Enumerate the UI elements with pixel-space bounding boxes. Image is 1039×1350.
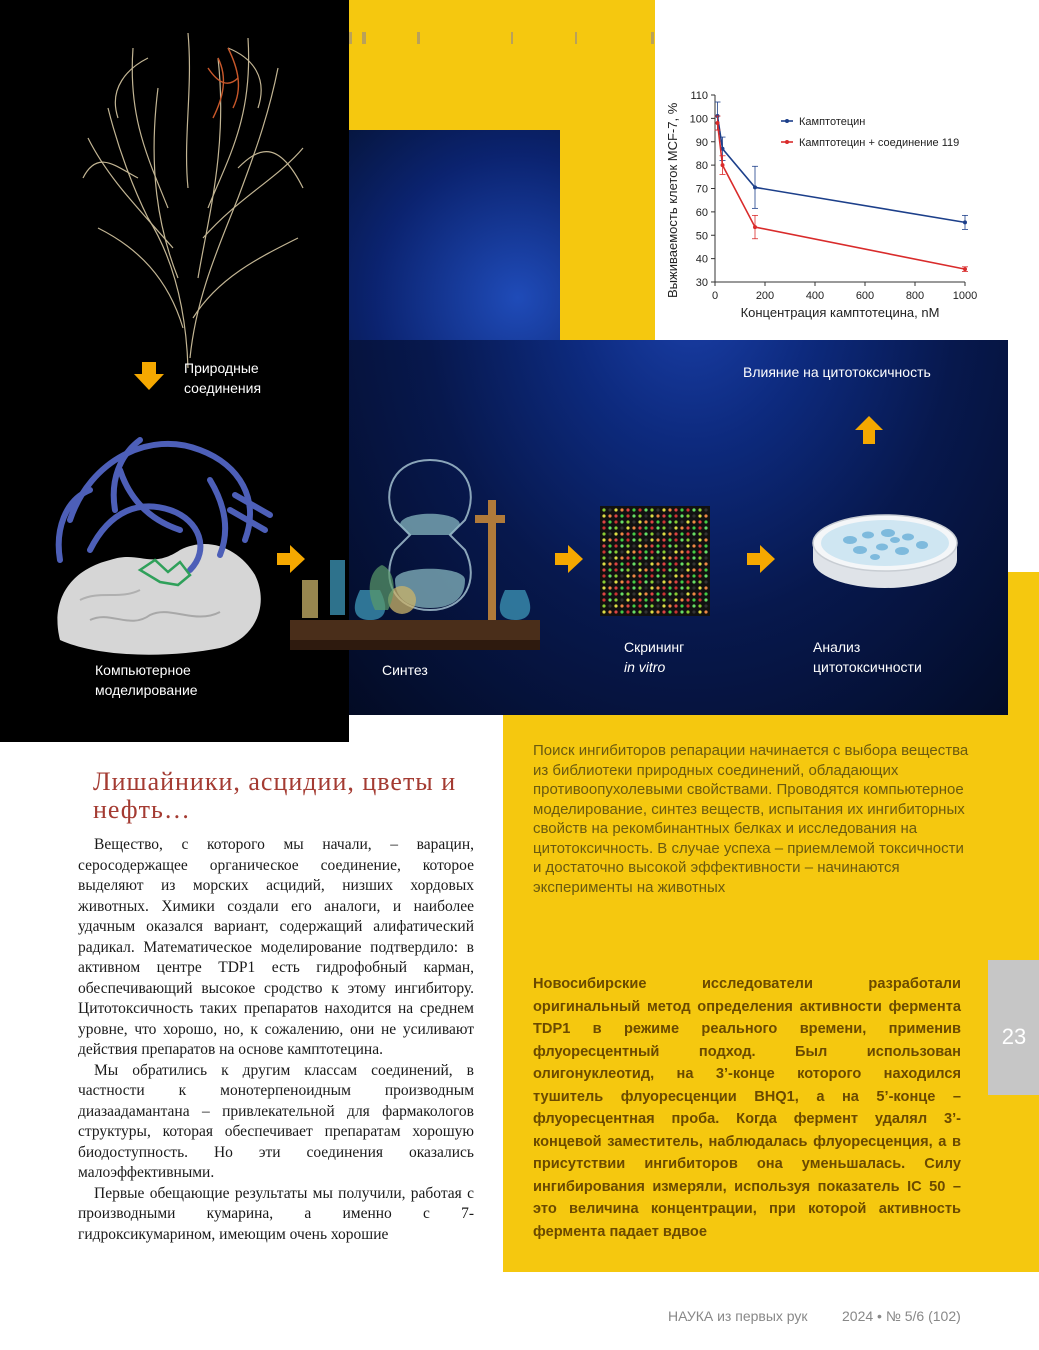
analysis-label: Анализ цитотоксичности (813, 639, 922, 675)
chart-x-tick-label: 800 (905, 290, 925, 302)
screening-array-image (600, 506, 710, 616)
natural-compounds-label: Природные соединения (184, 360, 262, 396)
arrow-right-icon (747, 545, 775, 573)
yellow-band-mid (560, 0, 655, 340)
chart-point (753, 185, 757, 189)
article-heading: Лишайники, асцидии, цветы и нефть… (93, 767, 457, 824)
chart-y-axis-label: Выживаемость клеток MCF-7, % (665, 102, 680, 298)
chart-x-tick-label: 600 (855, 290, 875, 302)
chart-point (721, 163, 725, 167)
article-paragraph: Вещество, с которого мы начали, – варацин, серосодержащее органическое соединение, которое выделяют из морских асцидий, низших хордовых животных. Химики создали его аналоги, и наиболее удачным оказался вариант, содержащий алифатический радикал. Математическое моделирование подтвердило: в активном центре TDP1 есть гидрофобный карман, обеспечивающий высокое сродство к этому ингибитору. Цитотоксичность таких препаратов находится на среднем уровне, что хорошо, но, к сожалению, они не усиливают действия препаратов на основе камптотецина. (78, 836, 474, 1058)
cell-viability-chart (655, 80, 985, 325)
synthesis-label: Синтез (382, 662, 428, 678)
chart-legend-marker (785, 119, 789, 123)
chart-y-tick-label: 100 (689, 113, 708, 126)
article-paragraph: Мы обратились к другим классам соединений, в частности к монотерпеноидным производным диазаадамантана – привлекательной для фармакологов структуры, которая обеспечивает препаратам хорошую биодоступность. Но эти соединения оказались малоэффективными. (78, 1061, 474, 1181)
chart-point (753, 225, 757, 229)
chart-legend-marker (785, 140, 789, 144)
chart-x-tick-label: 400 (805, 290, 825, 302)
chart-y-tick-label: 40 (695, 253, 708, 266)
chart-y-tick-label: 60 (695, 206, 708, 219)
protein-model-image (30, 400, 290, 660)
chart-point (963, 267, 967, 271)
chart-legend-label: Камптотецин + соединение 119 (799, 137, 960, 149)
chart-point (963, 220, 967, 224)
chart-y-tick-label: 50 (695, 230, 708, 243)
screening-label-line1: Скрининг (624, 639, 685, 655)
petri-dish-image (810, 505, 960, 590)
arrow-up-icon (855, 416, 883, 444)
chart-x-axis-label: Концентрация камптотецина, nM (740, 305, 940, 320)
figure-caption: Поиск ингибиторов репарации начинается с выбора вещества из библиотеки природных соединений, обладающих противоопухолевыми свойствами. Проводятся компьютерное моделирование, синтез веществ, испытания их ингибиторных свойств на рекомбинантных белках и исследования на цитотоксичность. В случае успеха – приемлемой токсичности и достаточно высокой эффективности – начинаются эксперименты на животных (533, 742, 969, 896)
sidebar-note: Новосибирские исследователи разработали оригинальный метод определения активности фермента TDP1 в режиме реального времени, применив флуоресцентный подход. Был использован олигонуклеотид, на 3’-конце которого находился тушитель флуоресценции BHQ1, а на 5’-конце – флуоресцентная проба. Когда фермент удалял 3’-концевой заместитель, наблюдалась флуоресценция, а в присутствии ингибиторов она уменьшалась. Силу ингибирования измеряли, используя показатель IC 50 – это величина концентрации, при которой активность фермента падает вдвое (533, 976, 961, 1240)
chart-x-tick-label: 0 (711, 290, 719, 302)
chart-y-tick-label: 110 (690, 90, 708, 102)
article-body (78, 835, 474, 1245)
article-paragraph: Первые обещающие результаты мы получили, работая с производными кумарина, а именно с 7-гидроксикумарином, имеющим очень хорошие (78, 1184, 474, 1243)
page-number: 23 (1001, 1024, 1027, 1049)
arrow-down-icon (134, 362, 164, 390)
chart-point (716, 121, 720, 125)
chart-legend-label: Камптотецин (799, 116, 866, 128)
blue-background-top (349, 130, 560, 340)
lichen-image (78, 28, 308, 368)
chart-y-tick-label: 30 (695, 277, 708, 289)
chart-x-tick-label: 200 (755, 290, 775, 302)
footer-journal: НАУКА из первых рук (668, 1308, 808, 1324)
chart-x-tick-label: 1000 (952, 290, 978, 302)
chart-y-tick-label: 70 (695, 183, 708, 196)
modeling-label: Компьютерное моделирование (95, 662, 198, 698)
arrow-right-icon (555, 545, 583, 573)
screening-label-line2: in vitro (624, 659, 666, 675)
screening-label (624, 637, 684, 677)
lab-glassware-image (290, 440, 540, 655)
chart-y-tick-label: 80 (695, 160, 708, 173)
chart-y-tick-label: 90 (695, 136, 708, 149)
effect-label: Влияние на цитотоксичность (743, 364, 931, 380)
footer-issue: 2024 • № 5/6 (102) (842, 1308, 961, 1324)
decorative-ticks (349, 32, 655, 46)
